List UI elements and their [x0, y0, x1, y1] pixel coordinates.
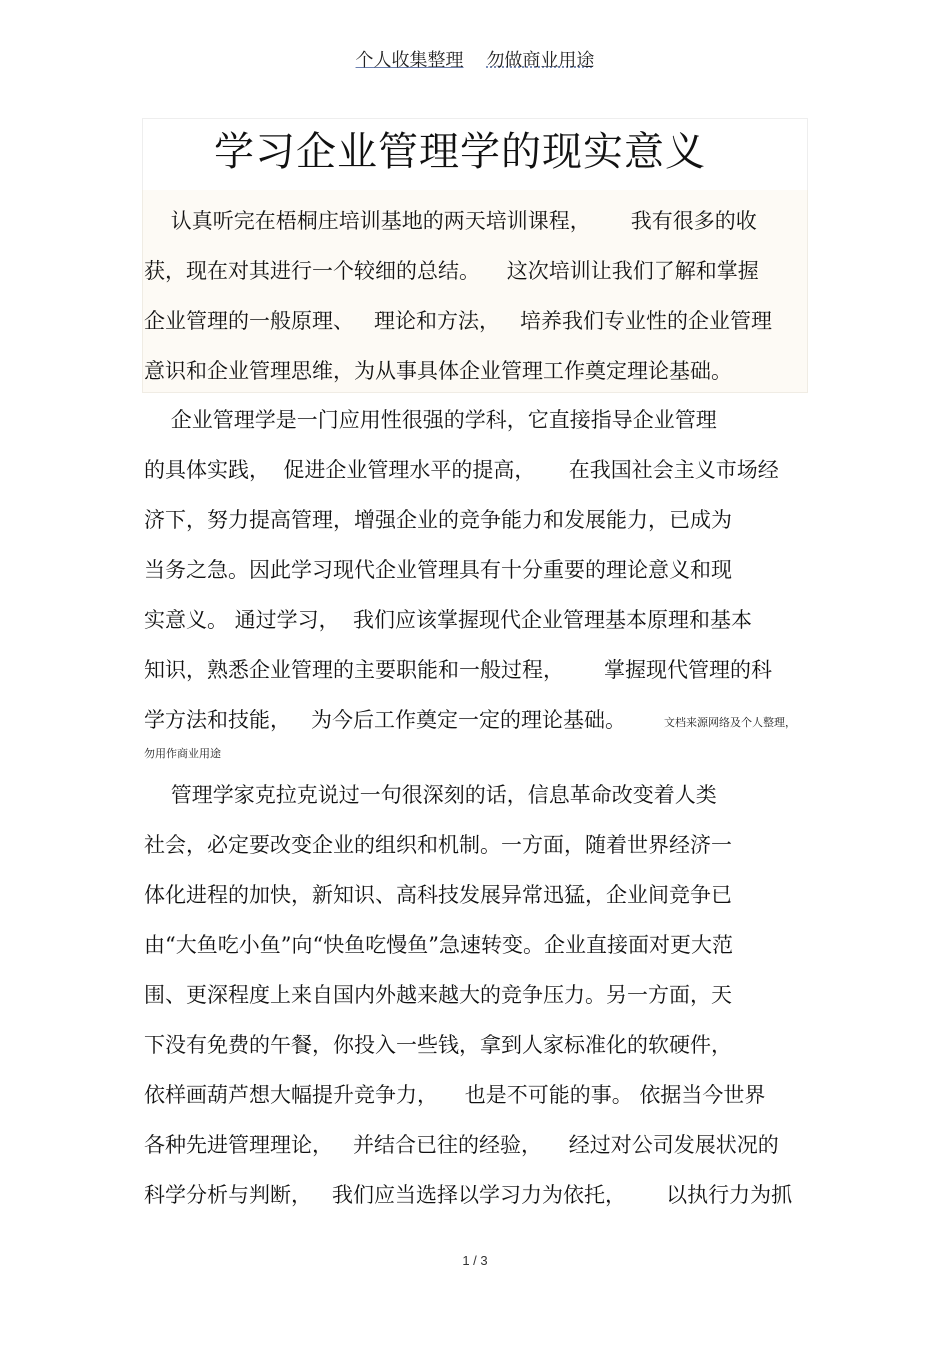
paragraph-1-line: 意识和企业管理思维，为从事具体企业管理工作奠定理论基础。 [144, 359, 732, 383]
paragraph-3-line: 各种先进管理理论， 并结合已往的经验， 经过对公司发展状况的 [144, 1133, 779, 1157]
paragraph-2-line: 济下，努力提高管理，增强企业的竞争能力和发展能力，已成为 [144, 508, 732, 532]
paragraph-3-line: 体化进程的加快，新知识、高科技发展异常迅猛，企业间竞争已 [144, 883, 732, 907]
paragraph-2-last-text: 学方法和技能， 为今后工作奠定一定的理论基础。 [144, 708, 627, 732]
header-left-text: 个人收集整理 [355, 50, 464, 71]
paragraph-2-line: 企业管理学是一门应用性很强的学科，它直接指导企业管理 [144, 408, 717, 432]
paragraph-1-line: 企业管理的一般原理、 理论和方法， 培养我们专业性的企业管理 [144, 309, 773, 333]
paragraph-3-line: 管理学家克拉克说过一句很深刻的话，信息革命改变着人类 [144, 783, 717, 807]
paragraph-3-line: 由“大鱼吃小鱼”向“快鱼吃慢鱼”急速转变。企业直接面对更大范 [144, 933, 733, 957]
paragraph-1-line: 获，现在对其进行一个较细的总结。 这次培训让我们了解和掌握 [144, 259, 759, 283]
source-note-continuation: 勿用作商业用途 [144, 747, 221, 760]
paragraph-2-line [144, 706, 626, 734]
paragraph-2-line: 的具体实践， 促进企业管理水平的提高， 在我国社会主义市场经 [144, 458, 779, 482]
page-number: 1 / 3 [462, 1253, 488, 1268]
document-title: 学习企业管理学的现实意义 [214, 129, 706, 175]
paragraph-3-line: 依样画葫芦想大幅提升竞争力， 也是不可能的事。 依据当今世界 [144, 1083, 766, 1107]
paragraph-1-line: 认真听完在梧桐庄培训基地的两天培训课程， 我有很多的收 [144, 209, 757, 233]
paragraph-2-line: 当务之急。因此学习现代企业管理具有十分重要的理论意义和现 [144, 558, 732, 582]
paragraph-3-line: 社会，必定要改变企业的组织和机制。一方面，随着世界经济一 [144, 833, 732, 857]
page-header [0, 46, 950, 72]
paragraph-3-line: 围、更深程度上来自国内外越来越大的竞争压力。另一方面，天 [144, 983, 732, 1007]
header-right-text: 勿做商业用途 [486, 50, 595, 71]
paragraph-3-line: 科学分析与判断， 我们应当选择以学习力为依托， 以执行力为抓 [144, 1183, 793, 1207]
paragraph-2-line: 知识，熟悉企业管理的主要职能和一般过程， 掌握现代管理的科 [144, 658, 773, 682]
paragraph-3-line: 下没有免费的午餐，你投入一些钱，拿到人家标准化的软硬件， [144, 1033, 732, 1057]
source-note: 文档来源网络及个人整理， [664, 716, 796, 729]
paragraph-2-line: 实意义。 通过学习， 我们应该掌握现代企业管理基本原理和基本 [144, 608, 753, 632]
